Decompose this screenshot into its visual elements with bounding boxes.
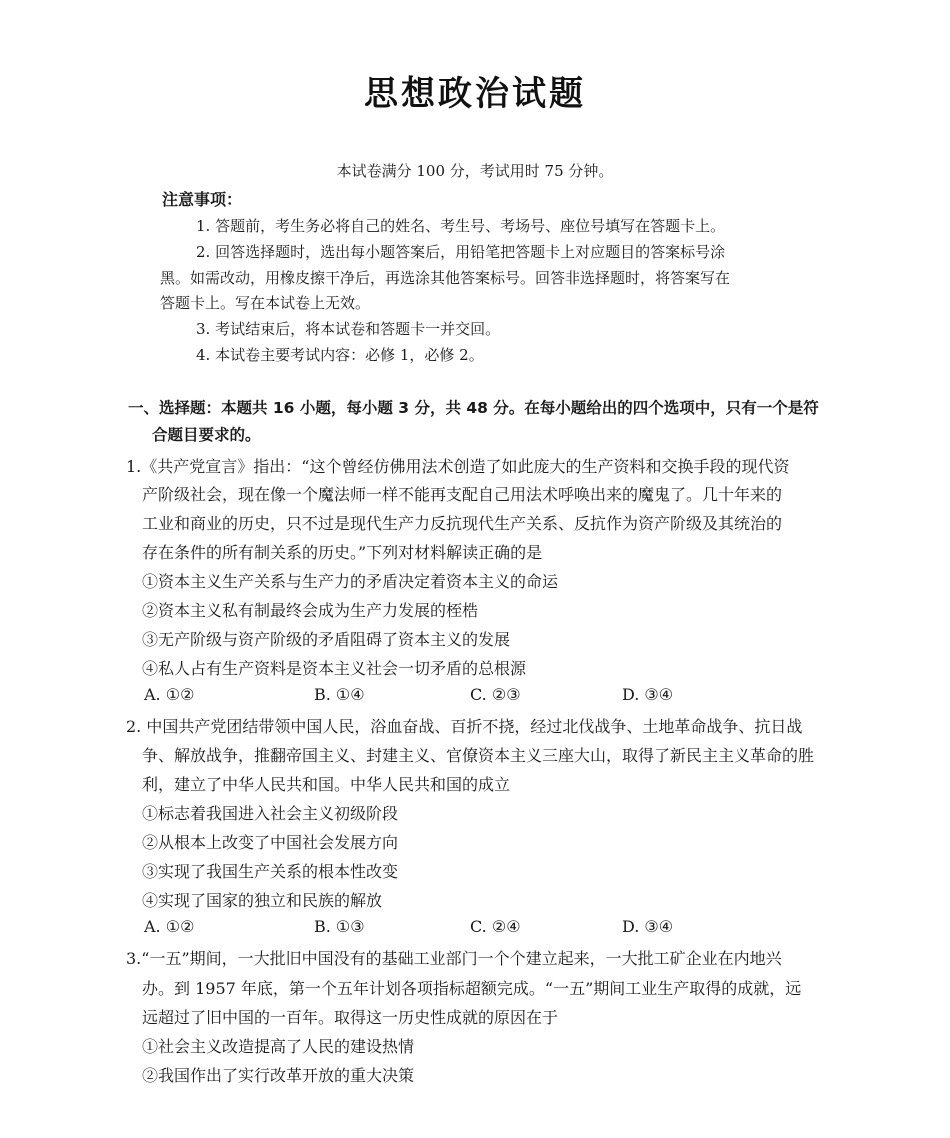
section-heading: 一、选择题：本题共 16 小题，每小题 3 分，共 48 分。在每小题给出的四个选项中，只有一个是符 [128, 399, 819, 417]
question-3-stem: 办。到 1957 年底，第一个五年计划各项指标超额完成。“一五”期间工业生产取得的成就，远 [142, 979, 802, 998]
question-3-item: ②我国作出了实行改革开放的重大决策 [142, 1066, 415, 1085]
notice-line: 黑。如需改动，用橡皮擦干净后，再选涂其他答案标号。回答非选择题时，将答案写在 [160, 269, 731, 287]
question-1-stem: 工业和商业的历史，只不过是现代生产力反抗现代生产关系、反抗作为资产阶级及其统治的 [142, 514, 783, 533]
exam-info: 本试卷满分 100 分，考试用时 75 分钟。 [336, 162, 614, 180]
notice-line: 2. 回答选择题时，选出每小题答案后，用铅笔把答题卡上对应题目的答案标号涂 [196, 243, 726, 261]
notice-line: 3. 考试结束后，将本试卷和答题卡一并交回。 [196, 320, 501, 338]
question-2-stem: 利，建立了中华人民共和国。中华人民共和国的成立 [142, 775, 511, 794]
question-3-stem: 3.“一五”期间，一大批旧中国没有的基础工业部门一个个建立起来，一大批工矿企业在内地兴 [126, 949, 782, 968]
section-heading: 合题目要求的。 [152, 426, 261, 444]
question-2-stem: 争、解放战争，推翻帝国主义、封建主义、官僚资本主义三座大山，取得了新民主主义革命的胜 [142, 746, 815, 765]
question-1-item: ③无产阶级与资产阶级的矛盾阻碍了资本主义的发展 [142, 630, 511, 649]
notice-line: 答题卡上。写在本试卷上无效。 [160, 294, 371, 312]
question-2-item: ①标志着我国进入社会主义初级阶段 [142, 804, 399, 823]
notice-line: 4. 本试卷主要考试内容：必修 1，必修 2。 [196, 346, 484, 364]
notice-heading: 注意事项： [162, 190, 243, 209]
question-1-item: ②资本主义私有制最终会成为生产力发展的桎梏 [142, 601, 479, 620]
question-2-stem: 2. 中国共产党团结带领中国人民，浴血奋战、百折不挠，经过北伐战争、土地革命战争、抗日战 [126, 717, 803, 736]
question-2-option-c[interactable]: C. ②④ [470, 917, 521, 936]
notice-line: 1. 答题前，考生务必将自己的姓名、考生号、考场号、座位号填写在答题卡上。 [196, 217, 726, 235]
question-2-option-b[interactable]: B. ①③ [314, 917, 365, 936]
question-2-option-d[interactable]: D. ③④ [622, 917, 674, 936]
question-1-option-b[interactable]: B. ①④ [314, 685, 365, 704]
question-1-stem: 存在条件的所有制关系的历史。”下列对材料解读正确的是 [142, 543, 543, 562]
question-1-item: ①资本主义生产关系与生产力的矛盾决定着资本主义的命运 [142, 572, 559, 591]
page-title: 思想政治试题 [364, 74, 586, 114]
question-3-item: ①社会主义改造提高了人民的建设热情 [142, 1037, 415, 1056]
question-2-item: ④实现了国家的独立和民族的解放 [142, 891, 383, 910]
question-1-item: ④私人占有生产资料是资本主义社会一切矛盾的总根源 [142, 659, 527, 678]
question-2-option-a[interactable]: A. ①② [144, 917, 195, 936]
question-2-item: ②从根本上改变了中国社会发展方向 [142, 833, 399, 852]
question-2-item: ③实现了我国生产关系的根本性改变 [142, 862, 399, 881]
question-1-option-a[interactable]: A. ①② [144, 685, 195, 704]
question-1-option-d[interactable]: D. ③④ [622, 685, 674, 704]
question-1-option-c[interactable]: C. ②③ [470, 685, 521, 704]
question-3-stem: 远超过了旧中国的一百年。取得这一历史性成就的原因在于 [142, 1008, 559, 1027]
question-1-stem: 1.《共产党宣言》指出：“这个曾经仿佛用法术创造了如此庞大的生产资料和交换手段的现代资 [126, 457, 790, 476]
question-1-stem: 产阶级社会，现在像一个魔法师一样不能再支配自己用法术呼唤出来的魔鬼了。几十年来的 [142, 485, 783, 504]
